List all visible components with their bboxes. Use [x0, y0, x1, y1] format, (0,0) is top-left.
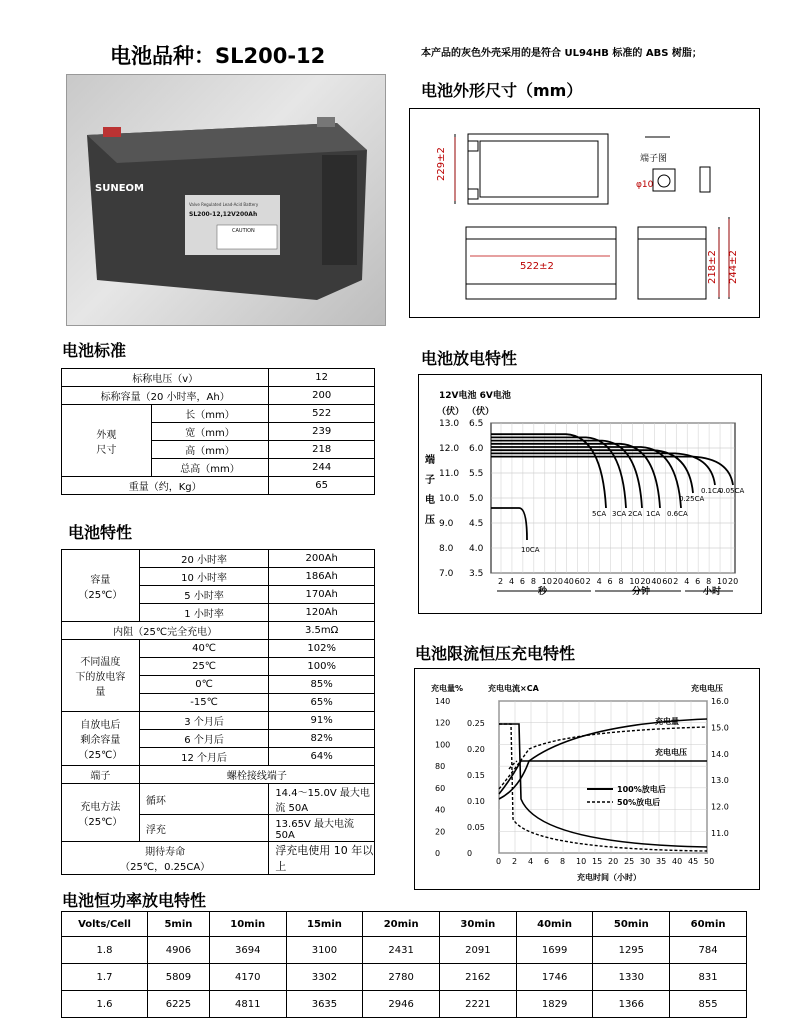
battery-brand: SUNEOM [95, 183, 144, 194]
x-tick: 4 [596, 577, 602, 586]
features-table [61, 549, 375, 875]
annotation-voltage: 充电电压 [655, 748, 687, 757]
y1-tick: 20 [435, 827, 446, 837]
x-tick: 8 [530, 577, 536, 586]
discharge-chart [418, 374, 762, 614]
y1-tick: 140 [435, 697, 451, 706]
x-tick: 60 [574, 577, 585, 586]
x-tick: 20 [728, 577, 739, 586]
x-tick: 50 [704, 857, 715, 866]
series-label: 5CA [592, 510, 607, 518]
table-row: 25℃ 100% [62, 658, 375, 676]
standard-heading: 电池标准 [62, 341, 127, 360]
y1-tick: 80 [435, 762, 446, 772]
features-heading: 电池特性 [68, 523, 133, 542]
series-label: 0.25CA [679, 495, 705, 503]
table-row: 端子 螺栓接线端子 [62, 766, 375, 784]
dim-229: 229±2 [436, 147, 447, 181]
y1-tick: 60 [435, 783, 446, 793]
x-tick: 10 [576, 857, 587, 866]
x-tick: 15 [592, 857, 603, 866]
x-tick: 35 [656, 857, 667, 866]
charge-heading: 电池限流恒压充电特性 [415, 644, 576, 663]
table-row: 0℃ 85% [62, 676, 375, 694]
x-tick: 60 [662, 577, 673, 586]
y-left-tick: 13.0 [439, 419, 460, 429]
power-table [61, 911, 747, 1018]
y-right-tick: 5.0 [469, 494, 484, 504]
table-row: 12 个月后 64% [62, 748, 375, 766]
y3-tick: 11.0 [711, 829, 729, 838]
table-row: 充电方法 （25℃） 循环 14.4～15.0V 最大电流 50A [62, 784, 375, 815]
y2-tick: 0.15 [467, 771, 485, 780]
y-label: 端 [425, 455, 435, 466]
y1-tick: 120 [435, 718, 451, 728]
table-row: -15℃ 65% [62, 694, 375, 712]
y3-tick: 15.0 [711, 723, 729, 733]
x-tick: 2 [585, 577, 591, 586]
dim-218: 218±2 [707, 250, 718, 284]
y3-tick: 13.0 [711, 776, 729, 786]
table-row: 1 小时率 120Ah [62, 604, 375, 622]
table-row: 高（mm） 218 [62, 441, 375, 459]
y-left-tick: 10.0 [439, 494, 460, 504]
x-tick: 6 [695, 577, 701, 586]
x-tick: 0 [496, 857, 502, 866]
table-row: 宽（mm） 239 [62, 423, 375, 441]
table-row: 浮充 13.65V 最大电流 50A [62, 815, 375, 842]
y-left-tick: 7.0 [439, 569, 454, 579]
table-row: 自放电后 剩余容量 （25℃） 3 个月后 91% [62, 712, 375, 730]
x-tick: 6 [519, 577, 525, 586]
x-group-label: 秒 [538, 587, 548, 597]
table-row: 不同温度 下的放电容 量 40℃ 102% [62, 640, 375, 658]
y-label: 压 [425, 515, 435, 526]
y-label: 子 [425, 475, 435, 486]
x-tick: 10 [629, 577, 640, 586]
table-row: 总高（mm） 244 [62, 459, 375, 477]
terminal-diagram-label: 端子图 [640, 154, 668, 164]
y-right-tick: 3.5 [469, 569, 484, 579]
y3-tick: 14.0 [711, 749, 729, 759]
x-group-label: 分钟 [632, 587, 651, 597]
y-right-tick: 4.0 [469, 544, 484, 554]
y-right-tick: 6.5 [469, 419, 484, 429]
annotation-capacity: 充电量 [655, 717, 679, 726]
x-tick: 4 [508, 577, 515, 586]
x-tick: 45 [688, 857, 699, 866]
page-title: 电池品种：SL200-12 [110, 44, 326, 68]
x-tick: 25 [624, 857, 635, 866]
y-right-tick: 4.5 [469, 519, 484, 529]
y-left-tick: 9.0 [439, 519, 454, 529]
battery-photo [66, 74, 386, 326]
series-label: 3CA [612, 510, 627, 518]
x-tick: 40 [672, 857, 683, 866]
y1-label: 充电量% [431, 684, 464, 693]
series-label: 0.6CA [667, 510, 688, 518]
table-row: 标称容量（20 小时率，Ah） 200 [62, 387, 375, 405]
x-tick: 8 [560, 857, 566, 866]
table-row: 1.7 5809 4170 3302 2780 2162 1746 1330 831 [62, 964, 747, 991]
table-row: 外观 尺寸 长（mm） 522 [62, 405, 375, 423]
x-tick: 4 [528, 857, 534, 866]
y2-tick: 0.05 [467, 823, 485, 832]
y3-tick: 12.0 [711, 802, 729, 812]
x-tick: 6 [607, 577, 613, 586]
x-tick: 10 [541, 577, 552, 586]
charge-chart [414, 668, 760, 890]
y-label: 电 [425, 495, 435, 506]
x-tick: 40 [563, 577, 574, 586]
series-label: 10CA [521, 546, 540, 554]
y3-label: 充电电压 [691, 684, 723, 693]
dim-phi: φ10 [636, 180, 654, 190]
y1-tick: 100 [435, 740, 451, 750]
table-row: 1.8 4906 3694 3100 2431 2091 1699 1295 784 [62, 937, 747, 964]
series-label: 1CA [646, 510, 661, 518]
y-unit-right: （伏） [467, 407, 495, 417]
series-label: 0.05CA [719, 487, 745, 495]
material-note: 本产品的灰色外壳采用的是符合 UL94HB 标准的 ABS 树脂； [421, 48, 702, 59]
dims-heading: 电池外形尺寸（mm） [421, 81, 583, 100]
chart-title: 12V电池 6V电池 [439, 391, 511, 401]
dim-522: 522±2 [520, 261, 554, 272]
discharge-heading: 电池放电特性 [421, 349, 518, 368]
x-tick: 2 [498, 577, 504, 586]
charge-chart-svg [415, 669, 759, 889]
table-row: 重量（约，Kg） 65 [62, 477, 375, 495]
x-tick: 4 [684, 577, 690, 586]
power-heading: 电池恒功率放电特性 [62, 891, 207, 910]
y-left-tick: 12.0 [439, 444, 460, 454]
table-row: 容量 （25℃） 20 小时率 200Ah [62, 550, 375, 568]
x-tick: 20 [640, 577, 651, 586]
x-tick: 2 [512, 857, 518, 866]
x-tick: 2 [673, 577, 679, 586]
y3-tick: 16.0 [711, 697, 729, 706]
y2-tick: 0.10 [467, 797, 485, 806]
table-row: 1.6 6225 4811 3635 2946 2221 1829 1366 855 [62, 991, 747, 1018]
x-tick: 20 [608, 857, 619, 866]
dimension-drawing [409, 108, 760, 318]
x-label: 充电时间（小时） [577, 873, 641, 882]
y-right-tick: 5.5 [469, 469, 484, 479]
y2-tick: 0.25 [467, 719, 485, 728]
y2-label: 充电电流×CA [488, 684, 539, 693]
x-group-label: 小时 [703, 587, 722, 597]
table-row: 内阻（25℃完全充电） 3.5mΩ [62, 622, 375, 640]
battery-image [67, 75, 385, 325]
legend-label: 50%放电后 [617, 798, 661, 807]
standard-table [61, 368, 375, 495]
table-row: 6 个月后 82% [62, 730, 375, 748]
y1-tick: 0 [435, 849, 441, 858]
y2-tick: 0 [467, 849, 473, 858]
x-tick: 10 [717, 577, 728, 586]
x-tick: 30 [640, 857, 651, 866]
battery-model: SL200-12,12V200Ah [189, 211, 258, 218]
table-row: 5 小时率 170Ah [62, 586, 375, 604]
series-label: 0.1CA [701, 487, 722, 495]
legend-label: 100%放电后 [617, 785, 666, 794]
y-left-tick: 11.0 [439, 469, 460, 479]
x-tick: 40 [651, 577, 662, 586]
table-row: 10 小时率 186Ah [62, 568, 375, 586]
y2-tick: 0.20 [467, 745, 485, 754]
y-unit-left: （伏） [437, 407, 465, 417]
series-label: 2CA [628, 510, 643, 518]
battery-caution: CAUTION [232, 228, 255, 234]
x-tick: 8 [706, 577, 712, 586]
y-right-tick: 6.0 [469, 444, 484, 454]
y-left-tick: 8.0 [439, 544, 454, 554]
x-tick: 20 [552, 577, 563, 586]
dim-244: 244±2 [728, 250, 739, 284]
table-row: 标称电压（v） 12 [62, 369, 375, 387]
table-row: 期待寿命 （25℃，0.25CA） 浮充电使用 10 年以上 [62, 842, 375, 875]
x-tick: 6 [544, 857, 550, 866]
table-header-row: Volts/Cell 5min 10min 15min 20min 30min 40min 50min 60min [62, 912, 747, 937]
battery-sub: Valve Regulated Lead-Acid Battery [189, 202, 259, 207]
y1-tick: 40 [435, 805, 446, 815]
discharge-chart-svg [419, 375, 761, 613]
dimension-svg [410, 109, 759, 317]
x-tick: 8 [618, 577, 624, 586]
